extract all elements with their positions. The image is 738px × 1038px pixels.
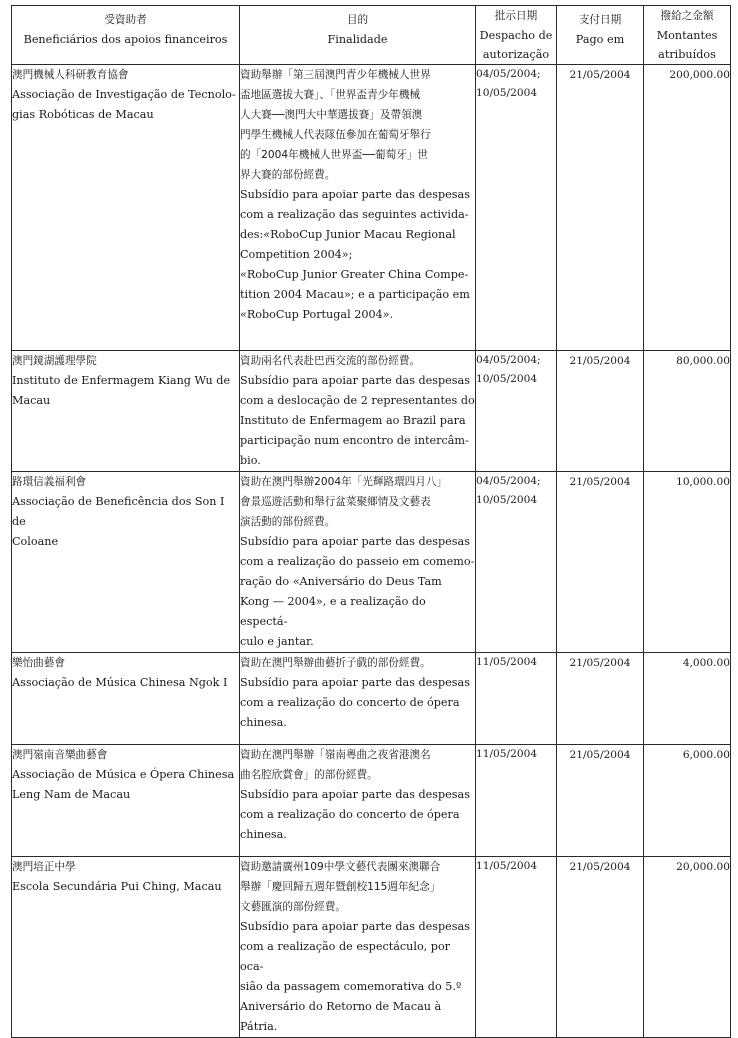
purpose-line: 人大賽──澳門大中華選拔賽」及帶領澳 (240, 109, 423, 121)
header-beneficiaries-zh: 受資助者 (104, 14, 147, 26)
authorization-date: 10/05/2004 (476, 494, 538, 506)
header-authorization (476, 6, 557, 65)
amount-cell (644, 351, 731, 472)
purpose-line: 門學生機械人代表隊伍參加在葡萄牙舉行 (240, 129, 431, 141)
purpose-line: ração do «Aniversário do Deus Tam (240, 575, 442, 588)
authorization-date-cell (476, 857, 557, 1038)
authorization-date: 10/05/2004 (476, 87, 538, 99)
authorization-date: 11/05/2004 (476, 860, 538, 872)
amount-value: 6,000.00 (682, 749, 730, 761)
beneficiary-name-pt: gias Robóticas de Macau (12, 108, 154, 121)
purpose-line: Subsídio para apoiar parte das despesas (240, 188, 470, 201)
beneficiary-name-pt: Escola Secundária Pui Ching, Macau (12, 880, 222, 893)
authorization-date-cell (476, 65, 557, 351)
purpose-line: 資助舉辦「第三屆澳門青少年機械人世界 (240, 69, 431, 81)
purpose-cell (240, 351, 476, 472)
purpose-line: Competition 2004»; (240, 248, 353, 261)
purpose-line: sião da passagem comemorativa do 5.º (240, 980, 462, 993)
header-amount (644, 6, 731, 65)
purpose-line: «RoboCup Portugal 2004». (240, 308, 394, 321)
table-header-row (12, 6, 731, 65)
beneficiary-name-zh: 路環信義福利會 (12, 476, 87, 488)
authorization-date: 04/05/2004; (476, 354, 541, 366)
paid-date-cell (557, 65, 644, 351)
beneficiary-name-pt: Associação de Investigação de Tecnolo- (12, 88, 236, 101)
purpose-line: 舉辦「慶回歸五週年暨創校115週年紀念」 (240, 881, 441, 893)
amount-value: 80,000.00 (676, 355, 730, 367)
table-row (12, 472, 731, 653)
authorization-date: 10/05/2004 (476, 373, 538, 385)
paid-date-cell (557, 351, 644, 472)
paid-date: 21/05/2004 (569, 69, 631, 81)
purpose-line: des:«RoboCup Junior Macau Regional (240, 228, 456, 241)
purpose-line: com a realização de espectáculo, por oca- (240, 940, 451, 973)
purpose-line: tition 2004 Macau»; e a participação em (240, 288, 470, 301)
amount-cell (644, 745, 731, 857)
purpose-line: Subsídio para apoiar parte das despesas (240, 920, 470, 933)
beneficiary-cell (12, 653, 240, 745)
beneficiary-name-pt: Leng Nam de Macau (12, 788, 131, 801)
table-row (12, 351, 731, 472)
authorization-date: 11/05/2004 (476, 656, 538, 668)
purpose-line: com a realização das seguintes activida- (240, 208, 469, 221)
purpose-cell (240, 65, 476, 351)
beneficiary-name-zh: 澳門嶺南音樂曲藝會 (12, 749, 108, 761)
header-paid (557, 6, 644, 65)
purpose-line: Subsídio para apoiar parte das despesas (240, 676, 470, 689)
amount-cell (644, 65, 731, 351)
header-purpose-zh: 目的 (346, 14, 369, 26)
authorization-date: 11/05/2004 (476, 748, 538, 760)
header-purpose-pt: Finalidade (327, 33, 388, 46)
beneficiary-name-pt: Instituto de Enfermagem Kiang Wu de (12, 374, 231, 387)
purpose-line: Instituto de Enfermagem ao Brazil para (240, 414, 466, 427)
header-authorization-zh: 批示日期 (494, 10, 538, 22)
header-authorization-pt2: autorização (482, 48, 550, 61)
header-beneficiaries-pt: Beneficiários dos apoios financeiros (23, 33, 228, 46)
paid-date-cell (557, 653, 644, 745)
beneficiary-cell (12, 745, 240, 857)
purpose-line: 文藝匯演的部份經費。 (240, 901, 346, 913)
beneficiary-cell (12, 351, 240, 472)
purpose-line: «RoboCup Junior Greater China Compe- (240, 268, 469, 281)
amount-cell (644, 472, 731, 653)
header-paid-zh: 支付日期 (578, 14, 622, 26)
paid-date-cell (557, 857, 644, 1038)
amount-value: 10,000.00 (676, 476, 730, 488)
purpose-line: 的「2004年機械人世界盃──葡萄牙」世 (240, 149, 429, 161)
table-body (12, 65, 731, 1038)
purpose-line: Kong — 2004», e a realização do espectá- (240, 595, 426, 628)
purpose-line: Subsídio para apoiar parte das despesas (240, 374, 470, 387)
purpose-line: Subsídio para apoiar parte das despesas (240, 535, 470, 548)
purpose-line: 資助在澳門舉辦曲藝折子戲的部份經費。 (240, 657, 431, 669)
purpose-line: 會景巡遊活動和舉行盆菜聚鄉情及文藝表 (240, 496, 431, 508)
purpose-line: 資助邀請廣州109中學文藝代表團來澳聯合 (240, 861, 441, 873)
purpose-cell (240, 472, 476, 653)
purpose-line: 資助兩名代表赴巴西交流的部份經費。 (240, 355, 421, 367)
beneficiary-cell (12, 65, 240, 351)
paid-date: 21/05/2004 (569, 861, 631, 873)
purpose-line: com a realização do passeio em comemo- (240, 555, 475, 568)
amount-value: 20,000.00 (676, 861, 730, 873)
purpose-line: 曲名腔欣賞會」的部份經費。 (240, 769, 378, 781)
beneficiary-name-zh: 澳門機械人科研教育協會 (12, 69, 129, 81)
purpose-line: Subsídio para apoiar parte das despesas (240, 788, 470, 801)
table-row (12, 653, 731, 745)
purpose-line: chinesa. (240, 716, 287, 729)
purpose-line: 界大賽的部份經費。 (240, 169, 336, 181)
header-beneficiaries (12, 6, 240, 65)
purpose-line: participação num encontro de intercâm- (240, 434, 469, 447)
header-amount-pt2: atribuídos (658, 48, 716, 61)
beneficiary-name-pt: Associação de Música e Ópera Chinesa (12, 768, 235, 781)
header-amount-zh: 撥給之金額 (660, 10, 714, 22)
purpose-line: com a realização do concerto de ópera (240, 808, 460, 821)
header-paid-pt: Pago em (575, 33, 625, 46)
beneficiary-cell (12, 472, 240, 653)
paid-date: 21/05/2004 (569, 657, 631, 669)
paid-date-cell (557, 472, 644, 653)
header-authorization-pt1: Despacho de (479, 29, 553, 42)
purpose-line: com a realização do concerto de ópera (240, 696, 460, 709)
purpose-line: com a deslocação de 2 representantes do (240, 394, 475, 407)
authorization-date: 04/05/2004; (476, 68, 541, 80)
header-purpose (240, 6, 476, 65)
amount-value: 200,000.00 (669, 69, 730, 81)
table-row (12, 745, 731, 857)
table-row (12, 857, 731, 1038)
paid-date: 21/05/2004 (569, 355, 631, 367)
purpose-cell (240, 653, 476, 745)
beneficiary-cell (12, 857, 240, 1038)
amount-value: 4,000.00 (682, 657, 730, 669)
authorization-date-cell (476, 351, 557, 472)
beneficiary-name-pt: Associação de Beneficência dos Son I de (12, 495, 225, 528)
purpose-line: Pátria. (240, 1020, 278, 1033)
beneficiary-name-pt: Coloane (12, 535, 59, 548)
beneficiary-name-pt: Macau (12, 394, 51, 407)
beneficiary-name-zh: 澳門鏡湖護理學院 (12, 355, 97, 367)
authorization-date-cell (476, 653, 557, 745)
authorization-date-cell (476, 745, 557, 857)
purpose-line: 資助在澳門舉辦「嶺南粵曲之夜省港澳名 (240, 749, 431, 761)
purpose-cell (240, 745, 476, 857)
beneficiary-name-zh: 樂怡曲藝會 (12, 657, 65, 669)
purpose-line: 資助在澳門舉辦2004年「光輝路環四月八」 (240, 476, 448, 488)
paid-date: 21/05/2004 (569, 476, 631, 488)
purpose-line: Aniversário do Retorno de Macau à (240, 1000, 442, 1013)
table-row (12, 65, 731, 351)
beneficiary-name-pt: Associação de Música Chinesa Ngok I (12, 676, 228, 689)
purpose-line: 盃地區選拔大賽」、「世界盃青少年機械 (240, 89, 421, 101)
paid-date-cell (557, 745, 644, 857)
amount-cell (644, 857, 731, 1038)
authorization-date-cell (476, 472, 557, 653)
header-amount-pt1: Montantes (656, 29, 718, 42)
authorization-date: 04/05/2004; (476, 475, 541, 487)
subsidy-table (11, 5, 731, 1038)
amount-cell (644, 653, 731, 745)
purpose-line: bio. (240, 454, 261, 467)
purpose-line: 演活動的部份經費。 (240, 516, 336, 528)
purpose-cell (240, 857, 476, 1038)
paid-date: 21/05/2004 (569, 749, 631, 761)
purpose-line: chinesa. (240, 828, 287, 841)
beneficiary-name-zh: 澳門培正中學 (12, 861, 76, 873)
purpose-line: culo e jantar. (240, 635, 314, 648)
